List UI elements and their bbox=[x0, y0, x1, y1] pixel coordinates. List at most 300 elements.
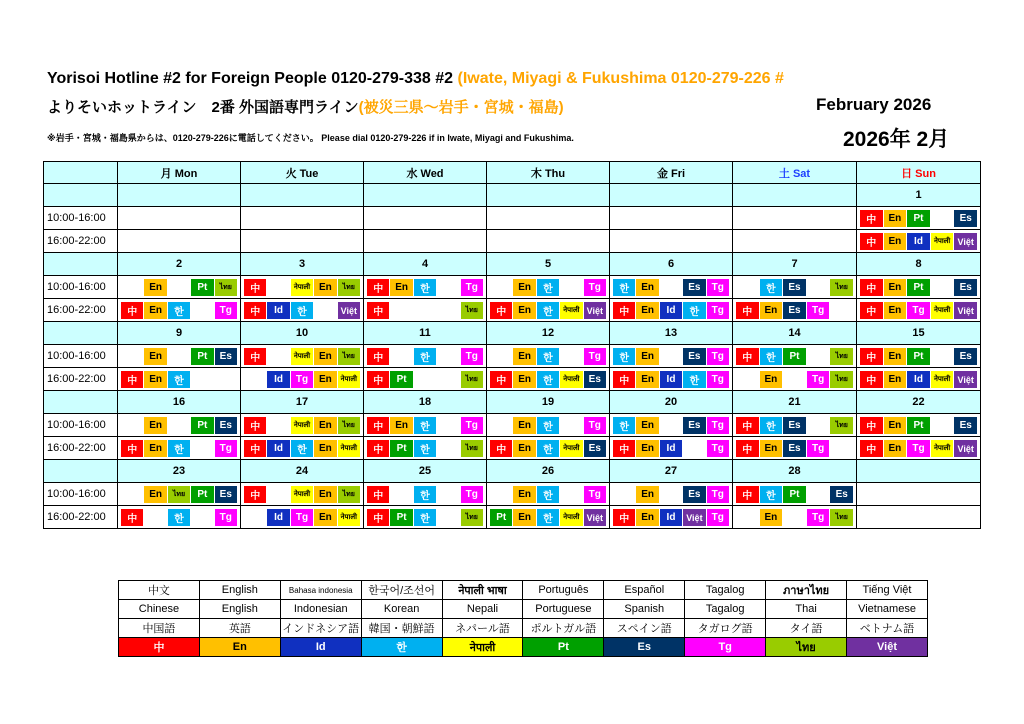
language-badge-pt: Pt bbox=[783, 348, 806, 365]
language-badge-th: ไทย bbox=[830, 279, 853, 296]
badge-group bbox=[241, 370, 363, 388]
language-badge-tg: Tg bbox=[707, 509, 729, 526]
language-badge-ko: 한 bbox=[414, 440, 436, 457]
date-cell: 28 bbox=[733, 460, 857, 483]
language-badge-tg: Tg bbox=[215, 509, 237, 526]
schedule-cell bbox=[118, 437, 241, 460]
language-badge-id: Id bbox=[267, 302, 289, 319]
badge-group bbox=[857, 278, 980, 296]
schedule-cell bbox=[241, 506, 364, 529]
schedule-cell bbox=[364, 345, 487, 368]
language-badge-en: En bbox=[636, 486, 658, 503]
badge-group bbox=[364, 347, 486, 365]
language-badge-zh: 中 bbox=[736, 417, 759, 434]
language-badge-pt: Pt bbox=[783, 486, 806, 503]
time-slot-row bbox=[44, 299, 981, 322]
language-badge-tg: Tg bbox=[807, 440, 830, 457]
language-badge-pt: Pt bbox=[907, 348, 930, 365]
calendar-body bbox=[44, 184, 981, 529]
schedule-cell bbox=[733, 276, 857, 299]
language-badge-zh: 中 bbox=[367, 486, 389, 503]
badge-group bbox=[733, 439, 856, 457]
language-badge-en: En bbox=[636, 417, 658, 434]
language-badge-ko: 한 bbox=[537, 509, 559, 526]
language-badge-ko: 한 bbox=[760, 486, 783, 503]
language-badge-es: Es bbox=[584, 371, 606, 388]
schedule-cell bbox=[118, 276, 241, 299]
date-cell: 16 bbox=[118, 391, 241, 414]
language-badge-tg: Tg bbox=[215, 440, 237, 457]
time-slot-row bbox=[44, 368, 981, 391]
language-badge-zh: 中 bbox=[613, 371, 635, 388]
schedule-cell bbox=[118, 207, 241, 230]
language-badge-tg: Tg bbox=[707, 440, 729, 457]
language-badge-zh: 中 bbox=[490, 302, 512, 319]
language-badge-ne: नेपाली bbox=[931, 371, 954, 388]
legend-japanese-cell: インドネシア語 bbox=[280, 619, 361, 638]
language-badge-ne: नेपाली bbox=[291, 348, 313, 365]
badge-group bbox=[118, 301, 240, 319]
language-badge-id: Id bbox=[267, 509, 289, 526]
badge-group bbox=[857, 370, 980, 388]
legend-native-cell: नेपाली भाषा bbox=[442, 581, 523, 600]
schedule-cell bbox=[733, 483, 857, 506]
schedule-cell bbox=[487, 207, 610, 230]
schedule-cell bbox=[610, 345, 733, 368]
language-badge-th: ไทย bbox=[338, 348, 360, 365]
title-main: Yorisoi Hotline #2 for Foreign People 0120-279-338 #2 bbox=[47, 70, 458, 87]
language-badge-ne: नेपाली bbox=[338, 440, 360, 457]
date-cell: 26 bbox=[487, 460, 610, 483]
date-cell bbox=[857, 460, 981, 483]
language-badge-tg: Tg bbox=[584, 279, 606, 296]
badge-group bbox=[118, 508, 240, 526]
language-badge-zh: 中 bbox=[121, 509, 143, 526]
language-badge-zh: 中 bbox=[244, 486, 266, 503]
language-badge-en: En bbox=[513, 371, 535, 388]
language-badge-tg: Tg bbox=[807, 371, 830, 388]
legend-japanese-cell: ネパール語 bbox=[442, 619, 523, 638]
language-badge-en: En bbox=[314, 371, 336, 388]
schedule-cell bbox=[610, 276, 733, 299]
language-badge-zh: 中 bbox=[490, 371, 512, 388]
schedule-cell bbox=[241, 483, 364, 506]
time-slot-row bbox=[44, 437, 981, 460]
title-accent: (Iwate, Miyagi & Fukushima 0120-279-226 # bbox=[457, 70, 784, 87]
legend-native-cell: 한국어/조선어 bbox=[361, 581, 442, 600]
language-badge-en: En bbox=[884, 210, 907, 227]
schedule-cell bbox=[487, 414, 610, 437]
badge-group bbox=[118, 278, 240, 296]
language-badge-th: ไทย bbox=[461, 302, 483, 319]
language-badge-th: ไทย bbox=[830, 509, 853, 526]
legend-key-zh: 中 bbox=[119, 638, 200, 657]
language-badge-tg: Tg bbox=[707, 486, 729, 503]
language-badge-en: En bbox=[884, 417, 907, 434]
schedule-cell bbox=[118, 506, 241, 529]
legend-japanese-cell: タイ語 bbox=[766, 619, 847, 638]
schedule-cell bbox=[487, 437, 610, 460]
language-badge-ko: 한 bbox=[168, 302, 190, 319]
schedule-cell bbox=[364, 437, 487, 460]
legend-japanese-cell: ポルトガル語 bbox=[523, 619, 604, 638]
legend-english-cell: English bbox=[199, 600, 280, 619]
subtitle-main: よりそいホットライン 2番 外国語専門ライン bbox=[47, 99, 359, 116]
language-badge-pt: Pt bbox=[907, 279, 930, 296]
language-badge-tg: Tg bbox=[707, 279, 729, 296]
legend-key-ne: नेपाली bbox=[442, 638, 523, 657]
badge-group bbox=[118, 370, 240, 388]
language-badge-tg: Tg bbox=[907, 302, 930, 319]
language-badge-vi: Việt bbox=[954, 233, 977, 250]
language-badge-ko: 한 bbox=[291, 302, 313, 319]
legend-english-cell: Chinese bbox=[119, 600, 200, 619]
date-cell: 2 bbox=[118, 253, 241, 276]
badge-group bbox=[241, 278, 363, 296]
date-cell: 22 bbox=[857, 391, 981, 414]
language-badge-pt: Pt bbox=[191, 279, 213, 296]
date-cell: 17 bbox=[241, 391, 364, 414]
date-cell: 15 bbox=[857, 322, 981, 345]
language-badge-th: ไทย bbox=[830, 371, 853, 388]
schedule-cell bbox=[487, 506, 610, 529]
badge-group bbox=[487, 416, 609, 434]
schedule-cell bbox=[857, 437, 981, 460]
date-cell: 11 bbox=[364, 322, 487, 345]
badge-group bbox=[241, 439, 363, 457]
schedule-cell bbox=[857, 345, 981, 368]
language-badge-en: En bbox=[884, 302, 907, 319]
date-cell bbox=[241, 184, 364, 207]
language-badge-zh: 中 bbox=[367, 440, 389, 457]
badge-group bbox=[857, 347, 980, 365]
legend-english-cell: Vietnamese bbox=[847, 600, 928, 619]
schedule-cell bbox=[364, 506, 487, 529]
language-badge-zh: 中 bbox=[244, 417, 266, 434]
language-badge-en: En bbox=[144, 302, 166, 319]
date-cell: 14 bbox=[733, 322, 857, 345]
language-badge-ko: 한 bbox=[537, 371, 559, 388]
schedule-cell bbox=[733, 345, 857, 368]
language-badge-zh: 中 bbox=[244, 279, 266, 296]
date-row bbox=[44, 322, 981, 345]
date-row bbox=[44, 460, 981, 483]
language-badge-vi: Việt bbox=[683, 509, 705, 526]
date-cell bbox=[487, 184, 610, 207]
legend-japanese-cell: タガログ語 bbox=[685, 619, 766, 638]
language-badge-zh: 中 bbox=[860, 440, 883, 457]
legend-key-id: Id bbox=[280, 638, 361, 657]
language-badge-tg: Tg bbox=[584, 486, 606, 503]
legend-key-vi: Việt bbox=[847, 638, 928, 657]
date-cell: 6 bbox=[610, 253, 733, 276]
date-cell: 12 bbox=[487, 322, 610, 345]
language-badge-th: ไทย bbox=[215, 279, 237, 296]
schedule-cell bbox=[733, 506, 857, 529]
language-badge-ne: नेपाली bbox=[291, 417, 313, 434]
language-badge-tg: Tg bbox=[707, 348, 729, 365]
calendar-table bbox=[43, 161, 981, 529]
language-badge-es: Es bbox=[954, 348, 977, 365]
time-slot-row bbox=[44, 345, 981, 368]
schedule-cell bbox=[118, 483, 241, 506]
time-slot-row bbox=[44, 506, 981, 529]
language-badge-vi: Việt bbox=[584, 302, 606, 319]
language-badge-zh: 中 bbox=[121, 302, 143, 319]
badge-group bbox=[610, 347, 732, 365]
language-badge-pt: Pt bbox=[907, 417, 930, 434]
badge-group bbox=[364, 278, 486, 296]
language-badge-pt: Pt bbox=[191, 417, 213, 434]
schedule-cell bbox=[241, 207, 364, 230]
date-row-corner bbox=[44, 391, 118, 414]
language-badge-en: En bbox=[513, 486, 535, 503]
language-badge-tg: Tg bbox=[584, 348, 606, 365]
legend-native-cell: English bbox=[199, 581, 280, 600]
language-badge-zh: 中 bbox=[860, 371, 883, 388]
language-badge-tg: Tg bbox=[215, 302, 237, 319]
badge-group bbox=[857, 416, 980, 434]
language-badge-en: En bbox=[884, 371, 907, 388]
language-legend bbox=[118, 580, 928, 657]
language-badge-id: Id bbox=[660, 371, 682, 388]
schedule-cell bbox=[241, 345, 364, 368]
subtitle-accent: (被災三県～岩手・宮城・福島) bbox=[358, 99, 564, 116]
language-badge-en: En bbox=[144, 348, 166, 365]
date-cell: 7 bbox=[733, 253, 857, 276]
language-badge-id: Id bbox=[660, 440, 682, 457]
language-badge-ne: नेपाली bbox=[291, 486, 313, 503]
language-badge-es: Es bbox=[215, 486, 237, 503]
language-badge-th: ไทย bbox=[461, 440, 483, 457]
date-row-corner bbox=[44, 460, 118, 483]
time-slot-row bbox=[44, 483, 981, 506]
schedule-cell bbox=[610, 437, 733, 460]
language-badge-en: En bbox=[513, 440, 535, 457]
language-badge-zh: 中 bbox=[367, 509, 389, 526]
schedule-cell bbox=[857, 368, 981, 391]
language-badge-zh: 中 bbox=[367, 417, 389, 434]
language-badge-en: En bbox=[144, 371, 166, 388]
badge-group bbox=[118, 439, 240, 457]
schedule-cell bbox=[364, 414, 487, 437]
language-badge-th: ไทย bbox=[338, 279, 360, 296]
schedule-cell bbox=[487, 299, 610, 322]
schedule-cell bbox=[610, 368, 733, 391]
weekday-fri: 金 Fri bbox=[610, 162, 733, 184]
language-badge-en: En bbox=[884, 279, 907, 296]
language-badge-zh: 中 bbox=[121, 371, 143, 388]
badge-group bbox=[733, 278, 856, 296]
date-row bbox=[44, 253, 981, 276]
language-badge-en: En bbox=[314, 486, 336, 503]
legend-native-cell: Tiếng Việt bbox=[847, 581, 928, 600]
schedule-cell bbox=[364, 230, 487, 253]
badge-group bbox=[364, 439, 486, 457]
legend-english-row bbox=[119, 600, 928, 619]
badge-group bbox=[610, 370, 732, 388]
legend-native-cell: Bahasa indonesia bbox=[280, 581, 361, 600]
time-slot-label: 16:00-22:00 bbox=[44, 299, 118, 322]
date-cell: 19 bbox=[487, 391, 610, 414]
language-badge-ko: 한 bbox=[537, 486, 559, 503]
language-badge-zh: 中 bbox=[490, 440, 512, 457]
legend-key-tg: Tg bbox=[685, 638, 766, 657]
schedule-cell bbox=[857, 230, 981, 253]
badge-group bbox=[733, 301, 856, 319]
schedule-cell bbox=[733, 437, 857, 460]
schedule-cell bbox=[487, 345, 610, 368]
language-badge-th: ไทย bbox=[338, 486, 360, 503]
badge-group bbox=[487, 278, 609, 296]
badge-group bbox=[610, 301, 732, 319]
legend-japanese-cell: ベトナム語 bbox=[847, 619, 928, 638]
schedule-cell bbox=[241, 299, 364, 322]
language-badge-en: En bbox=[144, 279, 166, 296]
schedule-cell bbox=[241, 368, 364, 391]
month-label-en: February 2026 bbox=[816, 95, 932, 114]
language-badge-en: En bbox=[314, 440, 336, 457]
badge-group bbox=[733, 416, 856, 434]
schedule-cell bbox=[118, 345, 241, 368]
schedule-cell bbox=[364, 276, 487, 299]
schedule-cell bbox=[610, 483, 733, 506]
language-badge-ne: नेपाली bbox=[338, 509, 360, 526]
badge-group bbox=[241, 485, 363, 503]
page-title bbox=[47, 70, 987, 88]
legend-japanese-row bbox=[119, 619, 928, 638]
schedule-cell bbox=[857, 207, 981, 230]
language-badge-tg: Tg bbox=[291, 509, 313, 526]
badge-group bbox=[733, 347, 856, 365]
language-badge-th: ไทย bbox=[461, 509, 483, 526]
date-cell: 5 bbox=[487, 253, 610, 276]
schedule-cell bbox=[487, 230, 610, 253]
schedule-cell bbox=[487, 276, 610, 299]
weekday-wed: 水 Wed bbox=[364, 162, 487, 184]
language-badge-tg: Tg bbox=[707, 371, 729, 388]
language-badge-en: En bbox=[144, 440, 166, 457]
language-badge-zh: 中 bbox=[244, 302, 266, 319]
language-badge-tg: Tg bbox=[291, 371, 313, 388]
language-badge-id: Id bbox=[267, 371, 289, 388]
language-badge-ne: नेपाली bbox=[931, 233, 954, 250]
language-badge-zh: 中 bbox=[860, 302, 883, 319]
legend-english-cell: Portuguese bbox=[523, 600, 604, 619]
date-cell: 18 bbox=[364, 391, 487, 414]
corner-cell bbox=[44, 162, 118, 184]
language-badge-zh: 中 bbox=[860, 279, 883, 296]
legend-english-cell: Thai bbox=[766, 600, 847, 619]
language-badge-zh: 中 bbox=[121, 440, 143, 457]
language-badge-ko: 한 bbox=[537, 417, 559, 434]
language-badge-es: Es bbox=[783, 440, 806, 457]
language-badge-zh: 中 bbox=[367, 371, 389, 388]
language-badge-th: ไทย bbox=[338, 417, 360, 434]
language-badge-zh: 中 bbox=[367, 348, 389, 365]
language-badge-ne: नेपाली bbox=[931, 440, 954, 457]
legend-english-cell: Spanish bbox=[604, 600, 685, 619]
language-badge-es: Es bbox=[830, 486, 853, 503]
language-badge-pt: Pt bbox=[390, 440, 412, 457]
language-badge-en: En bbox=[144, 417, 166, 434]
schedule-cell bbox=[118, 368, 241, 391]
language-badge-es: Es bbox=[954, 279, 977, 296]
language-badge-en: En bbox=[884, 233, 907, 250]
date-cell bbox=[118, 184, 241, 207]
language-badge-pt: Pt bbox=[390, 371, 412, 388]
time-slot-label: 16:00-22:00 bbox=[44, 437, 118, 460]
legend-english-cell: Korean bbox=[361, 600, 442, 619]
language-badge-tg: Tg bbox=[907, 440, 930, 457]
language-badge-en: En bbox=[513, 417, 535, 434]
legend-native-cell: 中文 bbox=[119, 581, 200, 600]
badge-group bbox=[610, 508, 732, 526]
date-cell: 24 bbox=[241, 460, 364, 483]
date-cell: 13 bbox=[610, 322, 733, 345]
language-badge-tg: Tg bbox=[461, 486, 483, 503]
language-badge-en: En bbox=[884, 440, 907, 457]
language-badge-en: En bbox=[636, 279, 658, 296]
language-badge-en: En bbox=[636, 348, 658, 365]
language-badge-es: Es bbox=[683, 417, 705, 434]
language-badge-zh: 中 bbox=[736, 302, 759, 319]
language-badge-ko: 한 bbox=[613, 417, 635, 434]
language-badge-en: En bbox=[513, 348, 535, 365]
language-badge-ko: 한 bbox=[683, 302, 705, 319]
legend-key-row bbox=[119, 638, 928, 657]
schedule-cell bbox=[487, 483, 610, 506]
schedule-cell bbox=[857, 483, 981, 506]
schedule-cell bbox=[487, 368, 610, 391]
language-badge-en: En bbox=[636, 371, 658, 388]
schedule-cell bbox=[118, 230, 241, 253]
time-slot-row bbox=[44, 276, 981, 299]
language-badge-tg: Tg bbox=[461, 417, 483, 434]
date-cell bbox=[733, 184, 857, 207]
schedule-cell bbox=[364, 299, 487, 322]
legend-english-cell: Tagalog bbox=[685, 600, 766, 619]
language-badge-vi: Việt bbox=[338, 302, 360, 319]
schedule-cell bbox=[857, 299, 981, 322]
language-badge-en: En bbox=[513, 509, 535, 526]
language-badge-es: Es bbox=[954, 210, 977, 227]
time-slot-label: 10:00-16:00 bbox=[44, 414, 118, 437]
language-badge-ko: 한 bbox=[613, 348, 635, 365]
schedule-cell bbox=[241, 276, 364, 299]
language-badge-ko: 한 bbox=[537, 279, 559, 296]
language-badge-ko: 한 bbox=[683, 371, 705, 388]
language-badge-ko: 한 bbox=[168, 371, 190, 388]
language-badge-id: Id bbox=[907, 371, 930, 388]
time-slot-label: 10:00-16:00 bbox=[44, 207, 118, 230]
language-badge-ko: 한 bbox=[414, 279, 436, 296]
language-badge-ko: 한 bbox=[414, 348, 436, 365]
language-badge-ko: 한 bbox=[414, 417, 436, 434]
language-badge-es: Es bbox=[683, 486, 705, 503]
badge-group bbox=[364, 370, 486, 388]
badge-group bbox=[857, 209, 980, 227]
language-badge-en: En bbox=[513, 302, 535, 319]
schedule-cell bbox=[118, 414, 241, 437]
language-badge-zh: 中 bbox=[736, 440, 759, 457]
badge-group bbox=[733, 485, 856, 503]
legend-english-cell: Nepali bbox=[442, 600, 523, 619]
legend-japanese-cell: 英語 bbox=[199, 619, 280, 638]
date-row-corner bbox=[44, 253, 118, 276]
legend-native-cell: Tagalog bbox=[685, 581, 766, 600]
language-badge-vi: Việt bbox=[954, 302, 977, 319]
